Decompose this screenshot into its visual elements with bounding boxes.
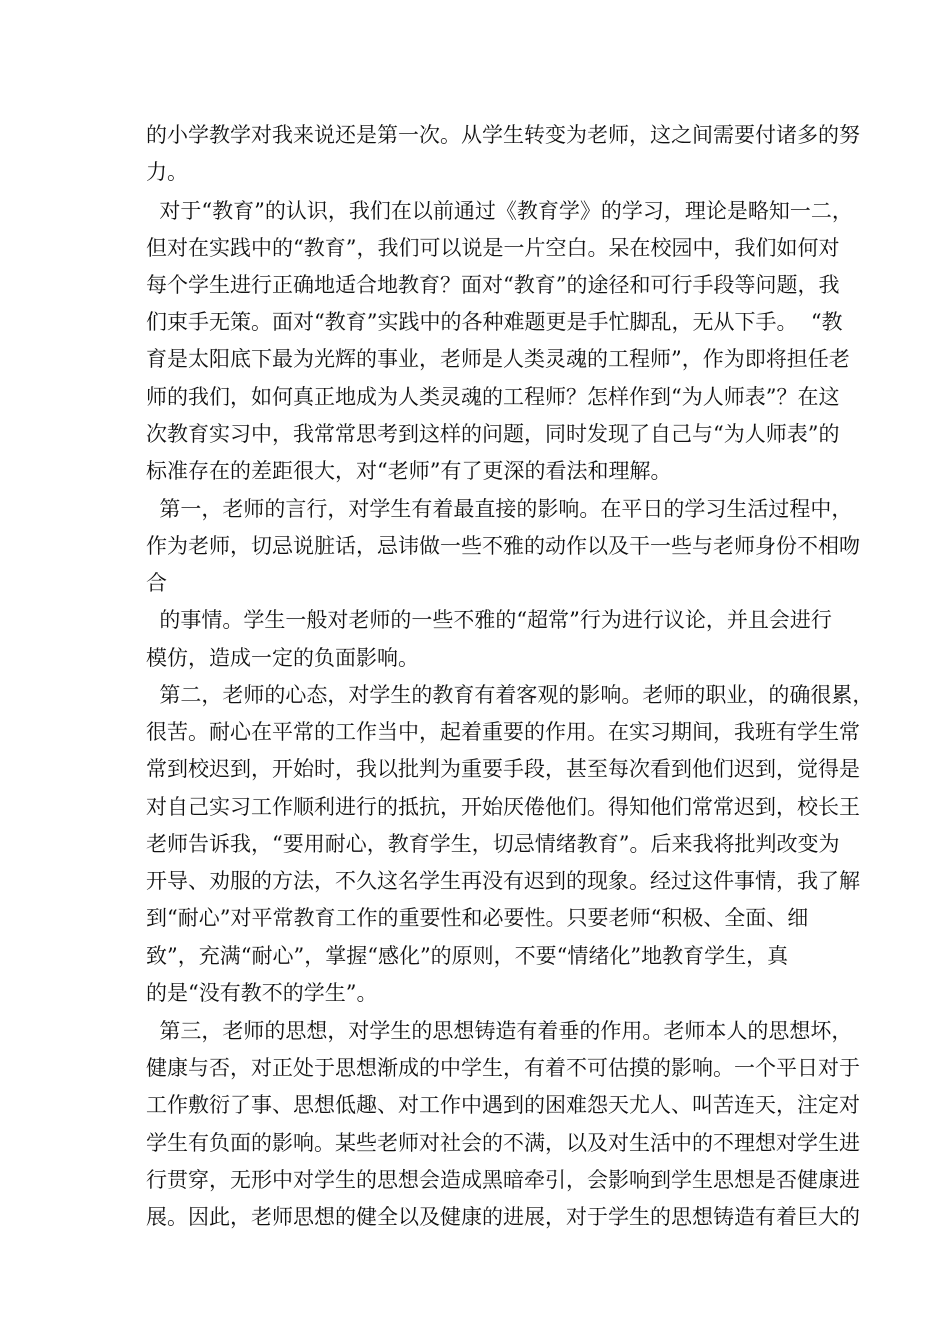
text-line: 对于“教育”的认识，我们在以前通过《教育学》的学习，理论是略知一二， — [146, 199, 853, 223]
text-line: 次教育实习中，我常常思考到这样的问题，同时发现了自己与“为人师表”的 — [146, 422, 840, 446]
text-line: 模仿，造成一定的负面影响。 — [146, 646, 419, 670]
text-line: 工作敷衍了事、思想低趣、对工作中遇到的困难怨天尤人、叫苦连天，注定对 — [146, 1093, 860, 1117]
text-line: 的事情。学生一般对老师的一些不雅的“超常”行为进行议论，并且会进行 — [146, 608, 832, 632]
text-line: 合 — [146, 571, 167, 595]
text-line: 们束手无策。面对“教育”实践中的各种难题更是手忙脚乱，无从下手。 “教 — [146, 310, 843, 334]
text-line: 育是太阳底下最为光辉的事业，老师是人类灵魂的工程师”，作为即将担任老 — [146, 347, 850, 371]
text-line: 第三，老师的思想，对学生的思想铸造有着垂的作用。老师本人的思想坏， — [146, 1019, 853, 1043]
text-line: 致”，充满“耐心”，掌握“感化”的原则，不要“情绪化”地教育学生，真 — [146, 944, 789, 968]
text-line: 很苦。耐心在平常的工作当中，起着重要的作用。在实习期间，我班有学生常 — [146, 720, 860, 744]
text-line: 第一，老师的言行，对学生有着最直接的影响。在平日的学习生活过程中， — [146, 497, 853, 521]
text-line: 标准存在的差距很大，对“老师”有了更深的看法和理解。 — [146, 459, 672, 483]
text-line: 但对在实践中的“教育”，我们可以说是一片空白。呆在校园中，我们如何对 — [146, 236, 840, 260]
text-line: 老师告诉我，“要用耐心，教育学生，切忌情绪教育”。后来我将批判改变为 — [146, 832, 840, 856]
text-line: 展。因此，老师思想的健全以及健康的进展，对于学生的思想铸造有着巨大的 — [146, 1205, 860, 1229]
text-line: 对自己实习工作顺利进行的抵抗，开始厌倦他们。得知他们常常迟到，校长王 — [146, 795, 860, 819]
text-line: 到“耐心”对平常教育工作的重要性和必要性。只要老师“积极、全面、细 — [146, 906, 809, 930]
text-line: 每个学生进行正确地适合地教育？面对“教育”的途径和可行手段等问题，我 — [146, 273, 840, 297]
text-line: 第二，老师的心态，对学生的教育有着客观的影响。老师的职业，的确很累， — [146, 683, 874, 707]
text-line: 的小学教学对我来说还是第一次。从学生转变为老师，这之间需要付诸多的努 — [146, 123, 860, 147]
text-line: 行贯穿，无形中对学生的思想会造成黑暗牵引，会影响到学生思想是否健康进 — [146, 1168, 860, 1192]
text-line: 师的我们，如何真正地成为人类灵魂的工程师？怎样作到“为人师表”？在这 — [146, 385, 840, 409]
text-line: 常到校迟到，开始时，我以批判为重要手段，甚至每次看到他们迟到，觉得是 — [146, 757, 860, 781]
text-line: 力。 — [146, 160, 188, 184]
text-line: 健康与否，对正处于思想渐成的中学生，有着不可估摸的影响。一个平日对于 — [146, 1056, 860, 1080]
text-line: 的是“没有教不的学生”。 — [146, 981, 378, 1005]
text-line: 学生有负面的影响。某些老师对社会的不满，以及对生活中的不理想对学生进 — [146, 1131, 860, 1155]
text-line: 作为老师，切忌说脏话，忌讳做一些不雅的动作以及干一些与老师身份不相吻 — [146, 534, 860, 558]
text-line: 开导、劝服的方法，不久这名学生再没有迟到的现象。经过这件事情，我了解 — [146, 869, 860, 893]
